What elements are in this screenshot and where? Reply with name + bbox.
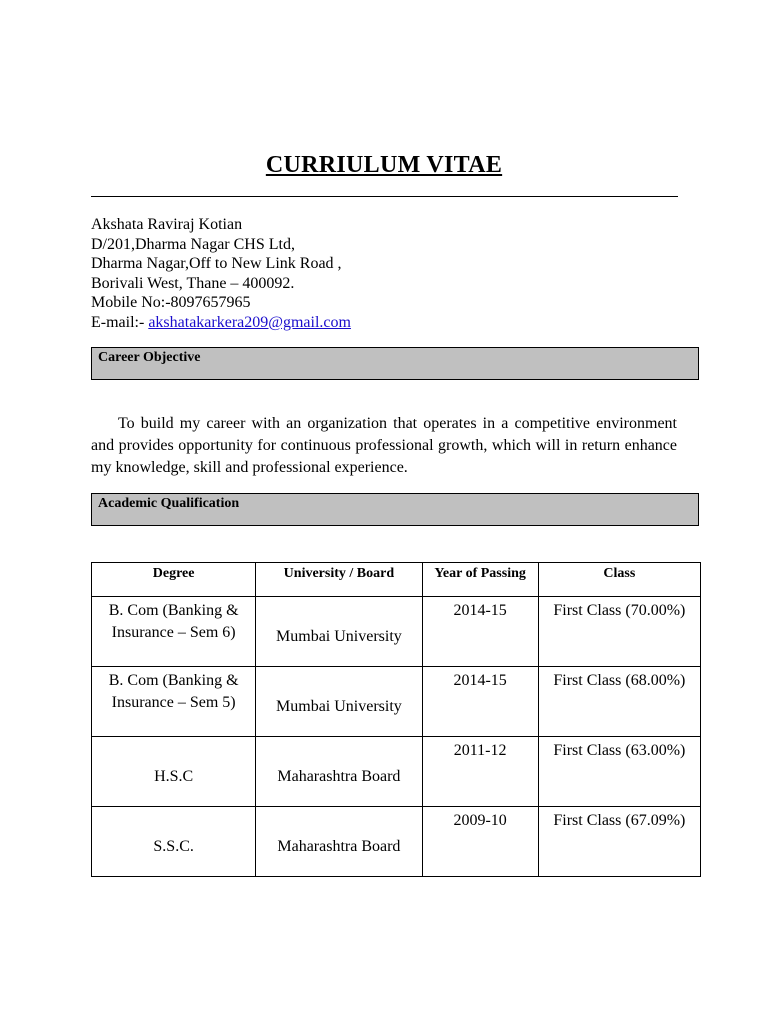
header-year-of-passing: Year of Passing bbox=[422, 563, 538, 597]
cell-board: Maharashtra Board bbox=[256, 737, 422, 807]
cell-year: 2011-12 bbox=[422, 737, 538, 807]
cell-board: Mumbai University bbox=[256, 667, 422, 737]
header-degree: Degree bbox=[92, 563, 256, 597]
cell-degree: S.S.C. bbox=[92, 807, 256, 877]
cell-board: Maharashtra Board bbox=[256, 807, 422, 877]
career-objective-text: To build my career with an organization that operates in a competitive environment and provides opportunity for continuous professional growth, which will in return enhance my knowledge, skill and professional experience. bbox=[91, 415, 677, 476]
cell-degree: B. Com (Banking & Insurance – Sem 5) bbox=[92, 667, 256, 737]
cell-year: 2014-15 bbox=[422, 667, 538, 737]
cell-class: First Class (68.00%) bbox=[538, 667, 700, 737]
contact-name: Akshata Raviraj Kotian bbox=[91, 216, 243, 233]
cell-degree: B. Com (Banking & Insurance – Sem 6) bbox=[92, 597, 256, 667]
contact-address-line-1: D/201,Dharma Nagar CHS Ltd, bbox=[91, 235, 295, 253]
contact-address-line-3: Borivali West, Thane – 400092. bbox=[91, 274, 295, 292]
header-university-board: University / Board bbox=[256, 563, 422, 597]
cell-year: 2009-10 bbox=[422, 807, 538, 877]
contact-block bbox=[91, 215, 351, 332]
cell-class: First Class (67.09%) bbox=[538, 807, 700, 877]
header-class: Class bbox=[538, 563, 700, 597]
table-header-row bbox=[92, 563, 701, 597]
section-header-academic-qualification: Academic Qualification bbox=[91, 493, 699, 526]
cell-year: 2014-15 bbox=[422, 597, 538, 667]
cell-degree: H.S.C bbox=[92, 737, 256, 807]
table-row bbox=[92, 737, 701, 807]
contact-mobile: Mobile No:-8097657965 bbox=[91, 294, 251, 311]
cell-class: First Class (63.00%) bbox=[538, 737, 700, 807]
title-divider bbox=[91, 196, 678, 197]
email-link[interactable]: akshatakarkera209@gmail.com bbox=[148, 313, 351, 331]
table-row bbox=[92, 597, 701, 667]
document-title: CURRIULUM VITAE bbox=[265, 152, 503, 178]
cell-class: First Class (70.00%) bbox=[538, 597, 700, 667]
section-header-career-objective: Career Objective bbox=[91, 347, 699, 380]
table-row bbox=[92, 667, 701, 737]
cell-board: Mumbai University bbox=[256, 597, 422, 667]
email-label: E-mail:- bbox=[91, 313, 149, 331]
qualifications-table bbox=[91, 562, 701, 877]
table-row bbox=[92, 807, 701, 877]
contact-email-line bbox=[91, 313, 351, 333]
contact-address-line-2: Dharma Nagar,Off to New Link Road , bbox=[91, 255, 342, 272]
